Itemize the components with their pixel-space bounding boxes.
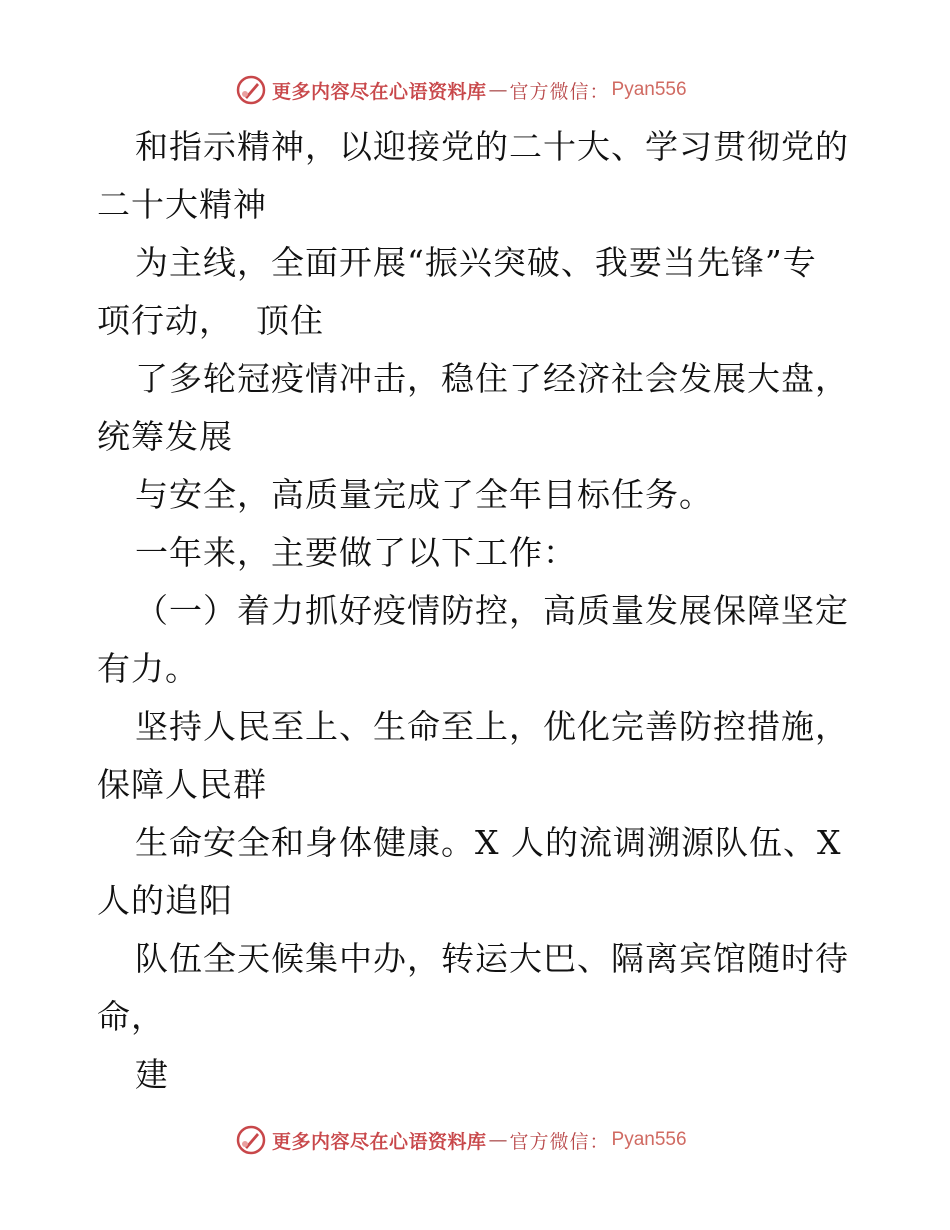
document-body xyxy=(97,118,857,1104)
banner-site-name: 更多内容尽在心语资料库 xyxy=(272,1130,487,1153)
banner-dash: — xyxy=(488,1129,508,1151)
banner-site-name: 更多内容尽在心语资料库 xyxy=(272,80,487,103)
text-line: 统筹发展 xyxy=(97,417,233,456)
text-line: 命， xyxy=(97,997,165,1036)
text-line: 一年来，主要做了以下工作： xyxy=(135,533,577,572)
text-line: 二十大精神 xyxy=(97,185,267,224)
header-watermark-banner xyxy=(236,73,687,107)
text-line: 与安全，高质量完成了全年目标任务。 xyxy=(135,475,713,514)
quill-logo-icon xyxy=(236,1125,266,1155)
banner-wechat-label: 官方微信： xyxy=(509,80,610,103)
text-line: 了多轮冠疫情冲击，稳住了经济社会发展大盘， xyxy=(135,359,849,398)
text-line: 人的追阳 xyxy=(97,881,233,920)
text-line: 为主线，全面开展“振兴突破、我要当先锋”专 xyxy=(135,243,817,282)
quill-logo-icon xyxy=(236,75,266,105)
banner-dash: — xyxy=(488,79,508,101)
text-line: 建 xyxy=(135,1055,169,1094)
text-line: 保障人民群 xyxy=(97,765,267,804)
text-line: 生命安全和身体健康。X 人的流调溯源队伍、X xyxy=(135,823,842,862)
text-line: 有力。 xyxy=(97,649,199,688)
text-line: 项行动， 顶住 xyxy=(97,301,324,340)
banner-wechat-id: Pyan556 xyxy=(611,1129,687,1150)
banner-wechat-id: Pyan556 xyxy=(611,79,687,100)
text-line: 坚持人民至上、生命至上，优化完善防控措施， xyxy=(135,707,849,746)
banner-wechat-label: 官方微信： xyxy=(509,1130,610,1153)
text-line: 队伍全天候集中办，转运大巴、隔离宾馆随时待 xyxy=(135,939,849,978)
footer-watermark-banner xyxy=(236,1123,687,1157)
section-heading-line: （一）着力抓好疫情防控，高质量发展保障坚定 xyxy=(135,591,849,630)
text-line: 和指示精神，以迎接党的二十大、学习贯彻党的 xyxy=(135,127,849,166)
